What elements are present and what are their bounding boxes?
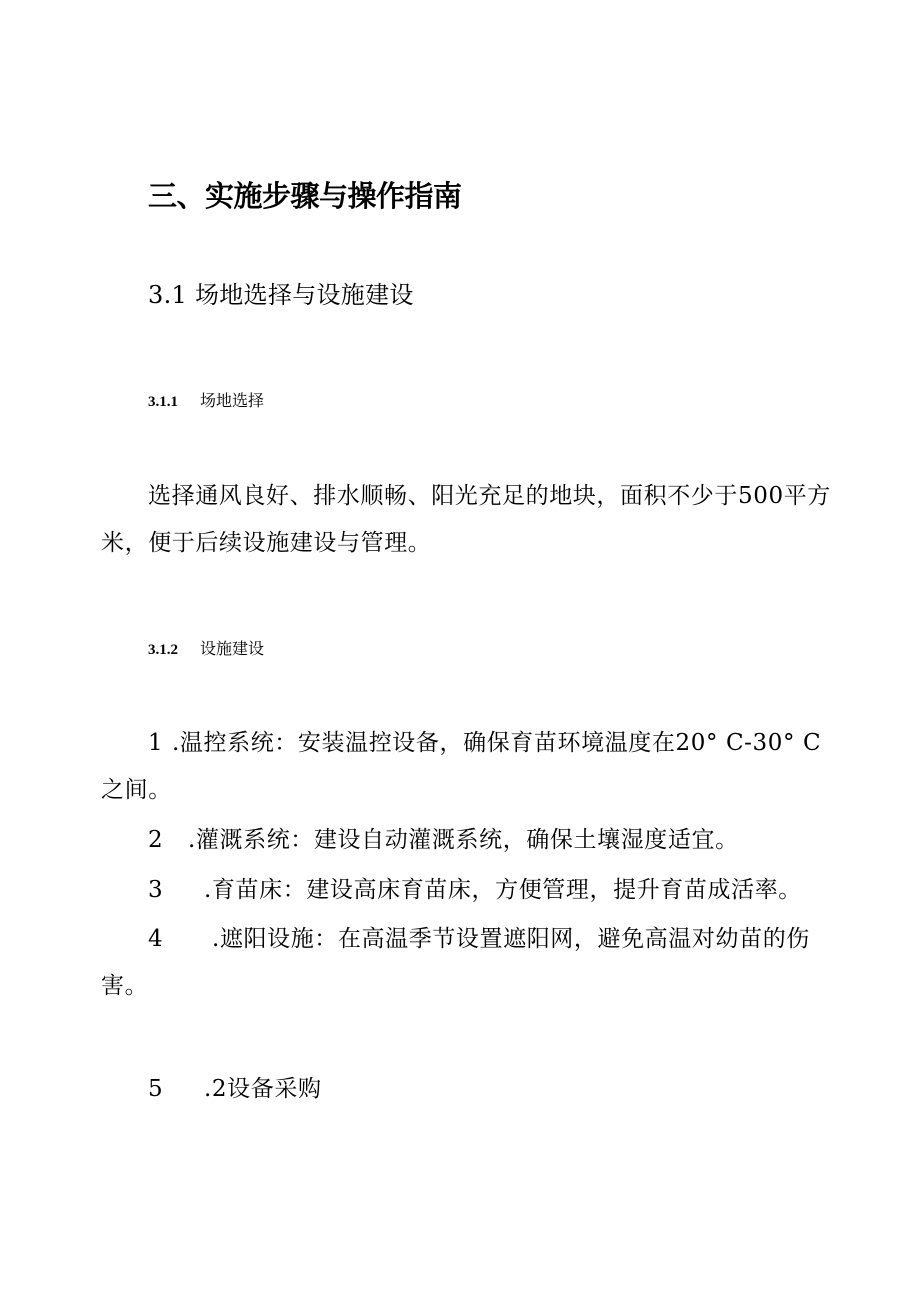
- list-item-number: 3: [148, 877, 164, 903]
- site-selection-heading-text: 场地选择: [200, 391, 265, 410]
- list-item-number: 1: [148, 730, 164, 756]
- list-item: [148, 920, 810, 953]
- site-selection-paragraph-line-1: 选择通风良好、排水顺畅、阳光充足的地块，面积不少于500平方: [148, 483, 831, 509]
- next-section-number: 5: [148, 1076, 164, 1102]
- site-selection-heading: [148, 388, 264, 411]
- list-item-text: .育苗床：建设高床育苗床，方便管理，提升育苗成活率。: [204, 877, 802, 903]
- next-section-text: .2设备采购: [204, 1076, 322, 1102]
- list-item: [148, 724, 821, 757]
- site-selection-number: 3.1.1: [148, 394, 178, 410]
- facility-construction-heading: [148, 636, 264, 659]
- list-item: [148, 871, 802, 904]
- list-item-continuation: 之间。: [101, 777, 172, 803]
- next-section-heading: [148, 1070, 322, 1103]
- section-title: 三、实施步骤与操作指南: [148, 179, 462, 213]
- subsection-title: 3.1 场地选择与设施建设: [148, 281, 414, 309]
- list-item: [148, 821, 739, 854]
- facility-construction-number: 3.1.2: [148, 642, 178, 658]
- list-item-text: .温控系统：安装温控设备，确保育苗环境温度在20° C-30° C: [172, 730, 822, 756]
- list-item-number: 4: [148, 926, 164, 952]
- facility-construction-heading-text: 设施建设: [200, 639, 265, 658]
- list-item-number: 2: [148, 827, 164, 853]
- list-item-text: .灌溉系统：建设自动灌溉系统，确保土壤湿度适宜。: [188, 827, 739, 853]
- list-item-continuation: 害。: [101, 973, 149, 999]
- list-item-text: .遮阳设施：在高温季节设置遮阳网，避免高温对幼苗的伤: [212, 926, 810, 952]
- site-selection-paragraph-line-2: 米，便于后续设施建设与管理。: [101, 530, 432, 556]
